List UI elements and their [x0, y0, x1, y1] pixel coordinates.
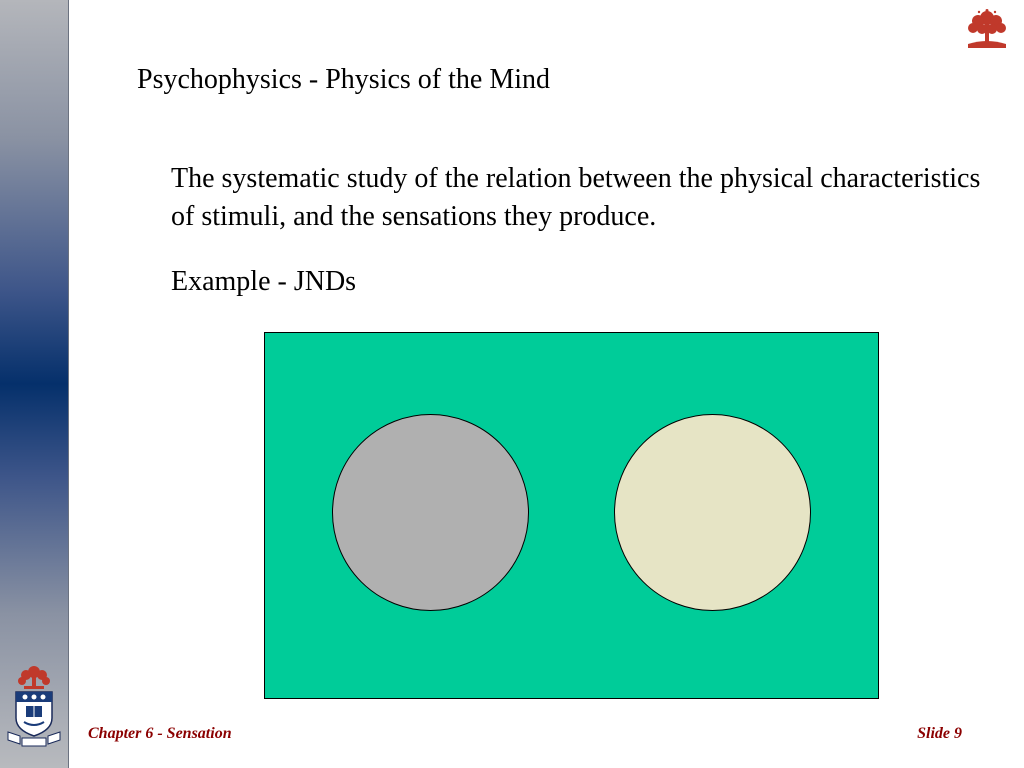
- maple-tree-logo-icon: [964, 8, 1010, 50]
- sidebar-gradient-bar: [0, 0, 69, 768]
- example-text: Example - JNDs: [171, 266, 357, 297]
- cream-circle-stimulus: [615, 415, 811, 611]
- slide-title: Psychophysics - Physics of the Mind: [137, 64, 550, 95]
- gray-circle-stimulus: [333, 415, 529, 611]
- definition-text: The systematic study of the relation between the physical characteristics of stimuli, and the sensations they produce.: [171, 163, 981, 232]
- jnd-stimulus-figure: [264, 332, 879, 699]
- chapter-footer: Chapter 6 - Sensation: [88, 725, 232, 742]
- university-crest-icon: [6, 664, 62, 750]
- slide-number: Slide 9: [917, 725, 962, 742]
